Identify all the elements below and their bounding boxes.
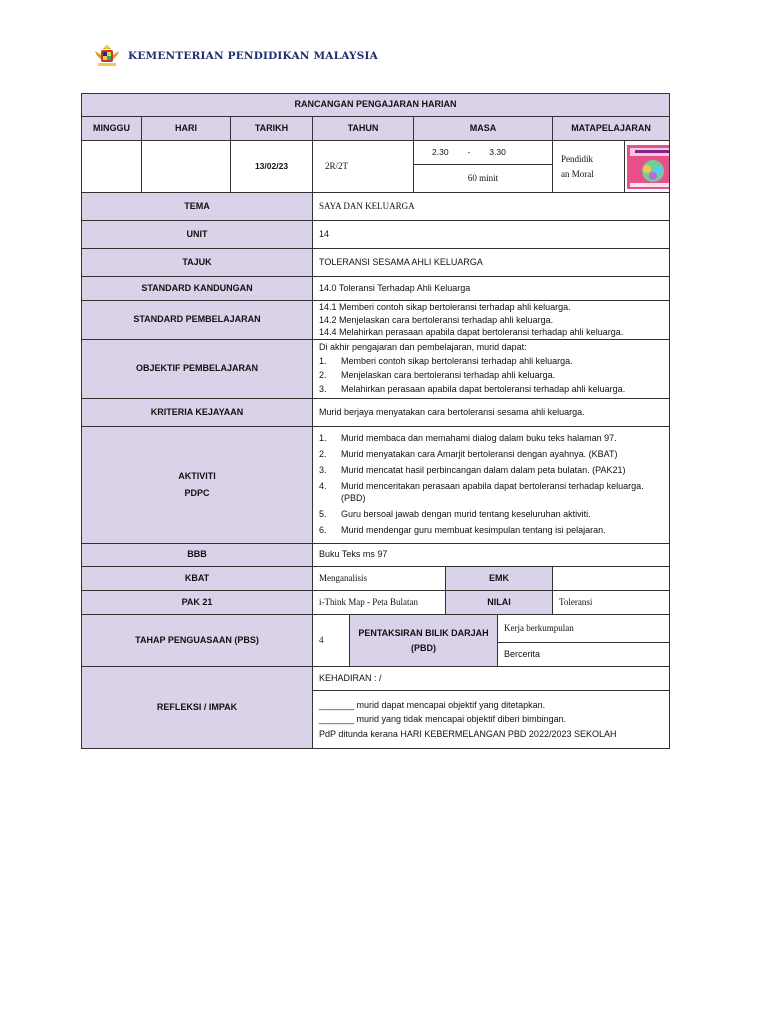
unit-value: 14 xyxy=(313,221,670,249)
cover-cell xyxy=(625,141,670,193)
col-minggu: MINGGU xyxy=(82,117,142,141)
bbb-value: Buku Teks ms 97 xyxy=(313,544,670,567)
subject-value xyxy=(553,141,625,193)
tajuk-label: TAJUK xyxy=(82,249,313,277)
refleksi-value xyxy=(313,691,670,749)
page-header xyxy=(92,42,378,70)
list-item: 1. Murid membaca dan memahami dialog dalam buku teks halaman 97. xyxy=(319,432,617,443)
objektif-label: OBJEKTIF PEMBELAJARAN xyxy=(82,340,313,399)
list-item: 2. Murid menyatakan cara Amarjit bertoleransi dengan ayahnya. (KBAT) xyxy=(319,448,618,459)
pbd-label: PENTAKSIRAN BILIK DARJAH (PBD) xyxy=(350,615,498,667)
list-item: 3. Murid mencatat hasil perbincangan dalam dalam peta bulatan. (PAK21) xyxy=(319,465,626,476)
aktiviti-label-2: PDPC xyxy=(184,488,210,498)
list-item: 2. Menjelaskan cara bertoleransi terhadap ahli keluarga. xyxy=(319,370,556,380)
minggu-value xyxy=(82,141,142,193)
kriteria-label: KRITERIA KEJAYAAN xyxy=(82,399,313,427)
tahap-label: TAHAP PENGUASAAN (PBS) xyxy=(82,615,313,667)
tema-value: SAYA DAN KELUARGA xyxy=(313,193,670,221)
masa-dash: - xyxy=(467,147,471,158)
aktiviti-label-1: AKTIVITI xyxy=(178,470,216,481)
table-title: RANCANGAN PENGAJARAN HARIAN xyxy=(82,94,670,117)
col-masa: MASA xyxy=(414,117,553,141)
emk-value xyxy=(553,567,670,591)
kbat-value: Menganalisis xyxy=(313,567,446,591)
col-tarikh: TARIKH xyxy=(231,117,313,141)
kbat-label: KBAT xyxy=(82,567,313,591)
sk-label: STANDARD KANDUNGAN xyxy=(82,277,313,301)
unit-label: UNIT xyxy=(82,221,313,249)
coat-of-arms-icon xyxy=(92,43,122,69)
col-matapelajaran: MATAPELAJARAN xyxy=(553,117,670,141)
nilai-label: NILAI xyxy=(446,591,553,615)
refleksi-line: PdP ditunda kerana HARI KEBERMELANGAN PBD 2022/2023 SEKOLAH xyxy=(319,728,617,739)
tajuk-value: TOLERANSI SESAMA AHLI KELUARGA xyxy=(313,249,670,277)
sk-value: 14.0 Toleransi Terhadap Ahli Keluarga xyxy=(313,277,670,301)
aktiviti-label xyxy=(82,427,313,544)
emk-label: EMK xyxy=(446,567,553,591)
list-item: 6. Murid mendengar guru membuat kesimpulan tentang isi pelajaran. xyxy=(319,525,606,536)
kehadiran-value: KEHADIRAN : / xyxy=(313,667,670,691)
sp-item: 14.1 Memberi contoh sikap bertoleransi terhadap ahli keluarga. xyxy=(319,302,571,313)
bbb-label: BBB xyxy=(82,544,313,567)
subject-line1: Pendidik xyxy=(561,154,594,165)
hari-value xyxy=(142,141,231,193)
col-hari: HARI xyxy=(142,117,231,141)
col-tahun: TAHUN xyxy=(313,117,414,141)
sp-value xyxy=(313,301,670,340)
pbd-value-1: Kerja berkumpulan xyxy=(498,615,670,643)
refleksi-line: _______ murid yang tidak mencapai objektif diberi bimbingan. xyxy=(319,714,567,725)
ministry-name: KEMENTERIAN PENDIDIKAN MALAYSIA xyxy=(128,50,378,62)
objektif-intro: Di akhir pengajaran dan pembelajaran, murid dapat: xyxy=(319,342,527,353)
lesson-plan-table xyxy=(81,93,670,749)
objektif-value xyxy=(313,340,670,399)
list-item: 4. Murid menceritakan perasaan apabila dapat bertoleransi terhadap keluarga. (PBD) xyxy=(319,481,644,503)
duration-value: 60 minit xyxy=(414,165,553,193)
sp-item: 14.2 Menjelaskan cara bertoleransi terhadap ahli keluarga. xyxy=(319,314,554,325)
refleksi-line: _______ murid dapat mencapai objektif yang ditetapkan. xyxy=(319,699,546,710)
tahun-value: 2R/2T xyxy=(313,141,414,193)
kriteria-value: Murid berjaya menyatakan cara bertoleransi sesama ahli keluarga. xyxy=(313,399,670,427)
nilai-value: Toleransi xyxy=(553,591,670,615)
sp-item: 14.4 Melahirkan perasaan apabila dapat bertoleransi terhadap ahli keluarga. xyxy=(319,327,624,338)
list-item: 3. Melahirkan perasaan apabila dapat bertoleransi terhadap ahli keluarga. xyxy=(319,383,626,394)
tema-label: TEMA xyxy=(82,193,313,221)
list-item: 5. Guru bersoal jawab dengan murid tentang keseluruhan aktiviti. xyxy=(319,508,591,519)
textbook-cover-image xyxy=(627,145,670,189)
list-item: 1. Memberi contoh sikap bertoleransi terhadap ahli keluarga. xyxy=(319,356,573,367)
refleksi-label: REFLEKSI / IMPAK xyxy=(82,667,313,749)
aktiviti-value xyxy=(313,427,670,544)
tarikh-value: 13/02/23 xyxy=(231,141,313,193)
masa-time xyxy=(414,141,553,165)
pak21-value: i-Think Map - Peta Bulatan xyxy=(313,591,446,615)
subject-line2: an Moral xyxy=(561,168,594,179)
masa-start: 2.30 xyxy=(432,147,449,158)
masa-end: 3.30 xyxy=(489,147,506,158)
tahap-value: 4 xyxy=(313,615,350,667)
pbd-value-2: Bercerita xyxy=(498,643,670,667)
pak21-label: PAK 21 xyxy=(82,591,313,615)
sp-label: STANDARD PEMBELAJARAN xyxy=(82,301,313,340)
